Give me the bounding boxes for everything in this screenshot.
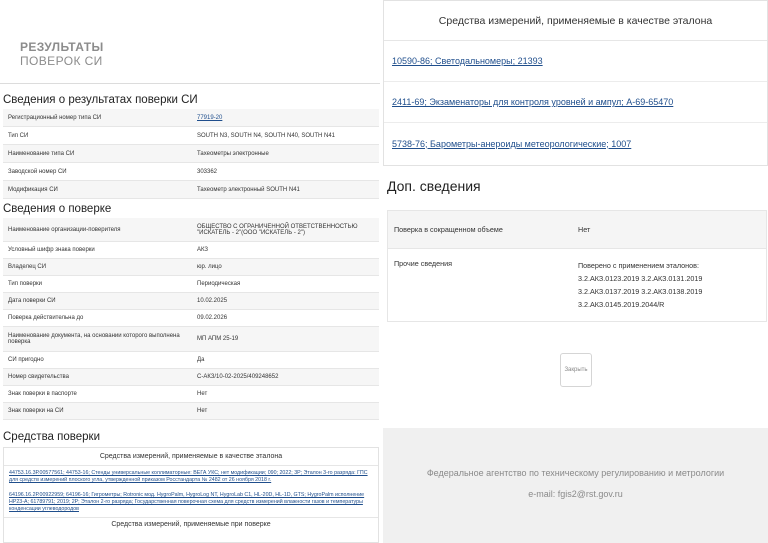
row-key: Поверка действительна до xyxy=(8,315,84,321)
divider xyxy=(0,83,380,84)
results-table xyxy=(3,109,379,199)
table-row xyxy=(3,259,379,276)
row-key: СИ пригодно xyxy=(8,357,44,363)
footer-email[interactable]: e-mail: fgis2@rst.gov.ru xyxy=(528,489,623,499)
left-column xyxy=(0,0,380,543)
list-item xyxy=(384,123,767,164)
means-section-title: Средства поверки xyxy=(3,431,100,443)
row-value: Да xyxy=(197,357,205,363)
table-row xyxy=(3,352,379,369)
additional-section-title: Доп. сведения xyxy=(387,178,481,194)
row-value: Тахеометры электронные xyxy=(197,150,269,157)
row-value: 10.02.2025 xyxy=(197,298,228,304)
type-number-link[interactable]: 77919-20 xyxy=(197,114,223,121)
row-value: 303362 xyxy=(197,168,218,175)
row-value: С-АКЗ/10-02-2025/409248652 xyxy=(197,374,279,380)
row-key: Прочие сведения xyxy=(394,259,452,268)
row-value: Поверено с применением эталонов: 3.2.АКЗ.0123.2019 3.2.АКЗ.0131.2019 3.2.АКЗ.0137.2019 3.2.АКЗ.0138.2019 3.2.АКЗ.0145.2019.2044/R xyxy=(578,261,703,309)
standards-header: Средства измерений, применяемые в качестве эталона xyxy=(384,1,767,41)
used-means-header: Средства измерений, применяемые при поверке xyxy=(4,517,378,531)
table-row xyxy=(3,386,379,403)
row-key: Дата поверки СИ xyxy=(8,298,56,304)
close-button[interactable]: Закрыть xyxy=(560,353,592,387)
standard-link[interactable]: 64196.16.2Р.00922959; 64196-16; Гигрометры; Rotronic мод. HygroPalm, HygroLog NT, HygroLab C1, HL-20D, HL-1D, GTS; HygroPalm исполнение HP23-А; 61789791; 2019; 2Р; Эталон 2-го разряда; Государственная поверочная схема для средств измерений влажности газов и температуры конденсации углеводородов xyxy=(9,492,365,512)
row-value xyxy=(193,109,379,126)
row-value: Нет xyxy=(197,408,208,414)
row-key: Номер свидетельства xyxy=(8,374,69,380)
table-row xyxy=(3,310,379,327)
brand-line-2: ПОВЕРОК СИ xyxy=(20,54,103,68)
brand-line-1: РЕЗУЛЬТАТЫ xyxy=(20,40,104,54)
standard-link[interactable]: 44753.16.3Р.00577561; 44753-16; Стенды универсальные коллиматорные: ВЕГА УКС; нет модификации; 090; 2022; 3Р; Эталон 3-го разряда: ГПС для средств измерений плоского угла, утвержденной приказом Росстандарта № 2482 от 26 ноября 2018 г. xyxy=(9,470,368,483)
table-row xyxy=(3,293,379,310)
table-row xyxy=(3,218,379,242)
row-key: Тип поверки xyxy=(8,281,43,287)
standard-link[interactable]: 10590-86; Светодальномеры; 21393 xyxy=(392,56,543,66)
right-column xyxy=(383,0,768,543)
row-value: ОБЩЕСТВО С ОГРАНИЧЕННОЙ ОТВЕТСТВЕННОСТЬЮ "ИСКАТЕЛЬ - 2"(ООО "ИСКАТЕЛЬ - 2") xyxy=(197,223,358,236)
standard-link[interactable]: 5738-76; Барометры-анероиды метеорологические; 1007 xyxy=(392,138,632,149)
table-row xyxy=(3,109,379,127)
list-item xyxy=(384,82,767,123)
row-value: АКЗ xyxy=(197,247,209,253)
list-item xyxy=(384,41,767,82)
row-value: Нет xyxy=(578,225,591,234)
verification-section-title: Сведения о поверке xyxy=(3,203,112,215)
row-key: Знак поверки в паспорте xyxy=(8,391,77,397)
row-key: Владелец СИ xyxy=(8,264,47,270)
row-key: Поверка в сокращенном объеме xyxy=(394,225,503,234)
table-row xyxy=(3,145,379,163)
row-value: Тахеометр электронный SOUTH N41 xyxy=(197,186,300,193)
list-item xyxy=(4,466,378,488)
table-row xyxy=(3,127,379,145)
row-key: Условный шифр знака поверки xyxy=(8,247,95,253)
standards-header: Средства измерений, применяемые в качестве эталона xyxy=(4,448,378,466)
row-key: Знак поверки на СИ xyxy=(8,408,64,414)
footer xyxy=(383,428,768,543)
table-row xyxy=(388,211,766,249)
table-row xyxy=(3,181,379,199)
row-value: МП АПМ 25-19 xyxy=(197,336,239,342)
row-value: 09.02.2026 xyxy=(197,315,228,321)
row-value: Нет xyxy=(197,391,208,397)
verification-table xyxy=(3,218,379,420)
row-key: Наименование документа, на основании которого выполнена поверка xyxy=(8,333,180,345)
table-row xyxy=(388,249,766,321)
row-key: Регистрационный номер типа СИ xyxy=(8,114,102,121)
row-key: Заводской номер СИ xyxy=(8,168,67,175)
table-row xyxy=(3,369,379,386)
table-row xyxy=(3,242,379,259)
row-key: Модификация СИ xyxy=(8,186,58,193)
additional-table xyxy=(387,210,767,322)
table-row xyxy=(3,327,379,352)
results-section-title: Сведения о результатах поверки СИ xyxy=(3,94,198,106)
row-value: юр. лицо xyxy=(197,264,222,270)
row-key: Наименование организации-поверителя xyxy=(8,226,121,233)
list-item xyxy=(4,488,378,517)
table-row xyxy=(3,276,379,293)
means-box xyxy=(3,447,379,543)
row-key: Наименование типа СИ xyxy=(8,150,75,157)
footer-agency: Федеральное агентство по техническому регулированию и метрологии xyxy=(426,468,725,478)
standard-link[interactable]: 2411-69; Экзаменаторы для контроля уровней и ампул; А-69-65470 xyxy=(392,97,674,107)
row-value: SOUTH N3, SOUTH N4, SOUTH N40, SOUTH N41 xyxy=(197,132,336,139)
table-row xyxy=(3,163,379,181)
table-row xyxy=(3,403,379,420)
standards-box xyxy=(383,0,768,166)
row-value: Периодическая xyxy=(197,281,241,287)
brand-logo xyxy=(20,40,380,80)
row-key: Тип СИ xyxy=(8,132,29,139)
